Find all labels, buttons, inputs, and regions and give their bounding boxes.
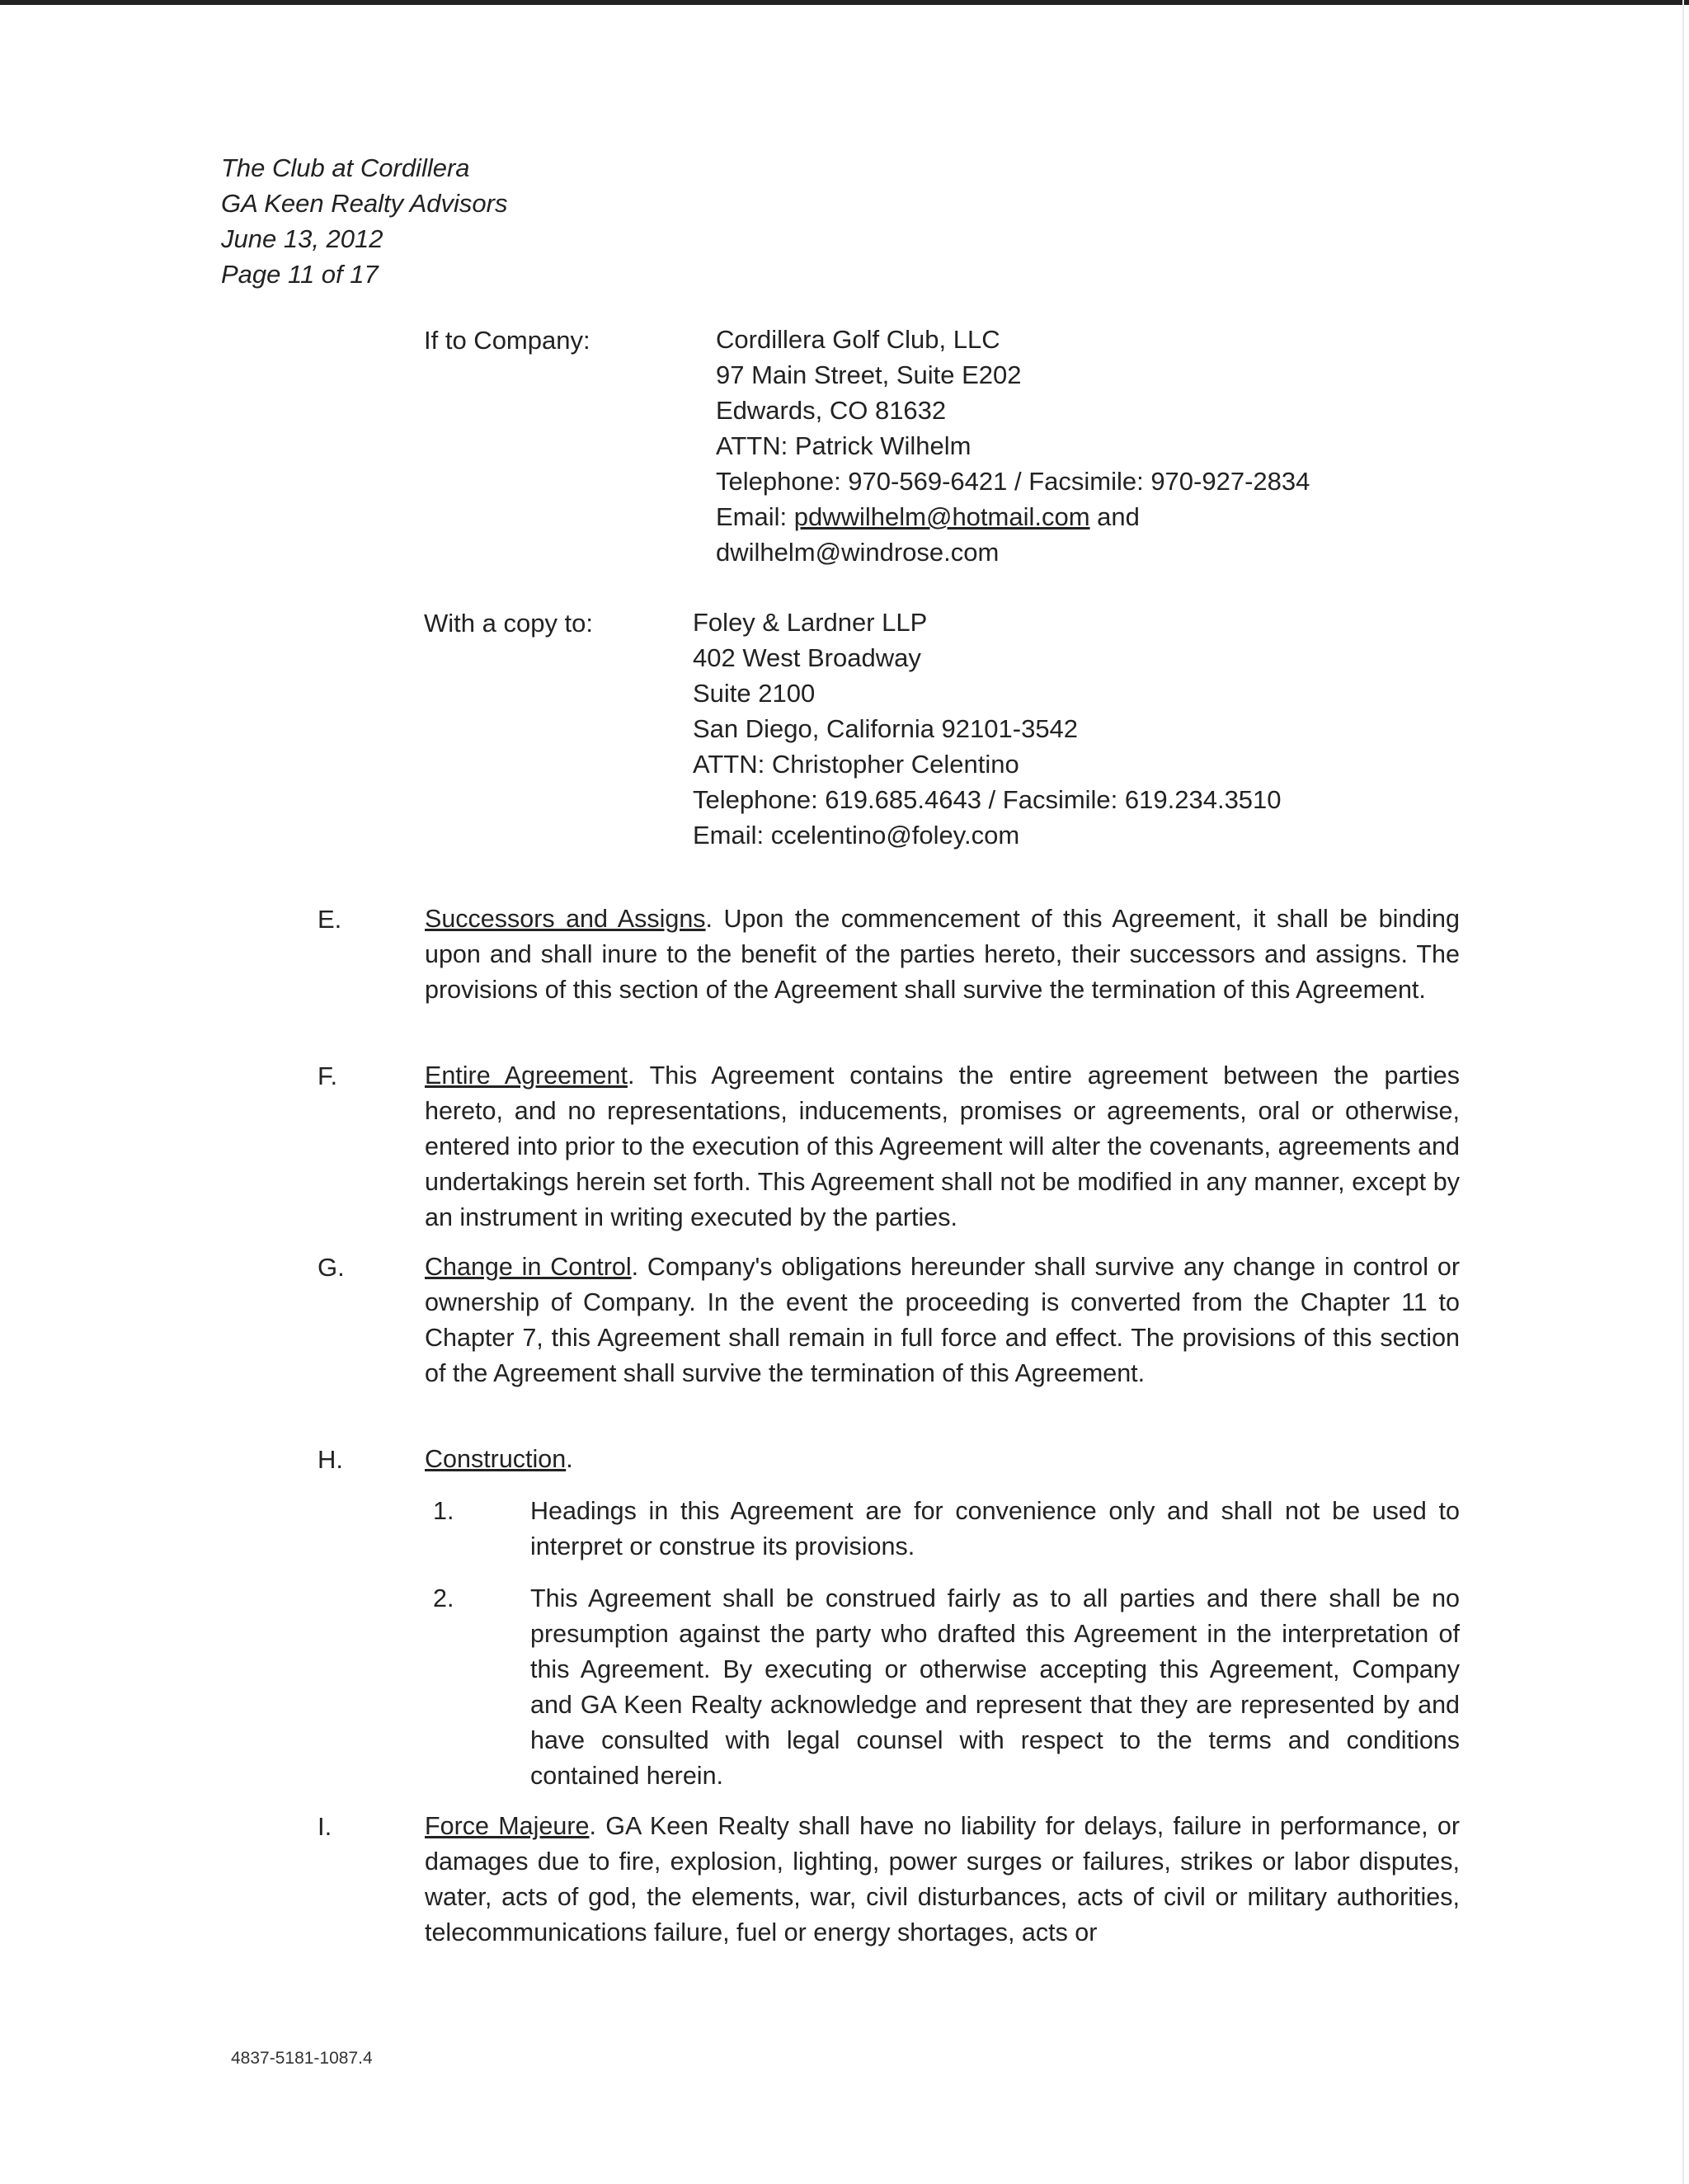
address-line: Foley & Lardner LLP	[693, 608, 928, 637]
address-line: ATTN: Patrick Wilhelm	[716, 431, 972, 460]
header-line-1: The Club at Cordillera	[221, 153, 470, 182]
section-title: Change in Control	[425, 1253, 632, 1281]
section-title: Successors and Assigns	[425, 905, 706, 933]
header-line-3: June 13, 2012	[221, 224, 383, 253]
item-text: This Agreement shall be construed fairly as to all parties and there shall be no presumption against the party who drafted this Agreement in the interpretation of this Agreement. By executing or otherwise accepting this Agreement, Company and GA Keen Realty acknowledge and represent that they are represented by and have consulted with legal counsel with respect to the terms and conditions contained herein.	[530, 1584, 1460, 1790]
email-prefix: Email:	[716, 502, 794, 531]
header-line-2: GA Keen Realty Advisors	[221, 189, 508, 218]
section-body	[425, 1442, 1460, 1477]
section-title: Force Majeure	[425, 1812, 590, 1840]
address-line: Telephone: 970-569-6421 / Facsimile: 970-927-2834	[716, 467, 1310, 496]
address-line: San Diego, California 92101-3542	[693, 714, 1079, 743]
item-text: Headings in this Agreement are for convenience only and shall not be used to interpret or construe its provisions.	[530, 1497, 1460, 1560]
address-line: ATTN: Christopher Celentino	[693, 750, 1019, 779]
address-line: Edwards, CO 81632	[716, 396, 947, 425]
section-letter: G.	[318, 1253, 345, 1282]
section-title: Entire Agreement	[425, 1061, 628, 1090]
section-text: .	[566, 1445, 573, 1473]
address-line: 97 Main Street, Suite E202	[716, 360, 1022, 389]
section-body	[425, 901, 1460, 1008]
item-number: 1.	[433, 1497, 454, 1525]
section-text: . Upon the commencement of this Agreement, it shall be binding upon and shall inure to the benefit of the parties hereto, their successors and assigns. The provisions of this section of the Agreement shall survive the termination of this Agreement.	[425, 905, 1460, 1004]
address-line: Suite 2100	[693, 679, 816, 708]
section-text: . This Agreement contains the entire agreement between the parties hereto, and no representations, inducements, promises or agreements, oral or otherwise, entered into prior to the execution of this Agreement will alter the covenants, agreements and undertakings herein set forth. This Agreement shall not be modified in any manner, except by an instrument in writing executed by the parties.	[425, 1061, 1460, 1231]
header-line-4: Page 11 of 17	[221, 260, 379, 289]
section-letter: E.	[318, 905, 342, 934]
section-letter: I.	[318, 1812, 332, 1841]
section-title: Construction	[425, 1445, 567, 1473]
page-header	[221, 150, 507, 292]
address-line: Cordillera Golf Club, LLC	[716, 325, 1000, 354]
scan-top-border	[0, 0, 1689, 5]
email-line	[716, 499, 1310, 534]
notice-copy-label: With a copy to:	[424, 609, 594, 638]
section-letter: F.	[318, 1061, 338, 1090]
notice-copy-address	[693, 605, 1282, 853]
address-line: Telephone: 619.685.4643 / Facsimile: 619.234.3510	[693, 785, 1282, 814]
address-line: Email: ccelentino@foley.com	[693, 821, 1020, 850]
section-letter: H.	[318, 1445, 343, 1474]
section-text: . GA Keen Realty shall have no liability for delays, failure in performance, or damages due to fire, explosion, lighting, power surges or failures, strikes or labor disputes, water, acts of god, the elements, war, civil disturbances, acts of civil or military authorities, telecommunications failure, fuel or energy shortages, acts or	[425, 1812, 1460, 1946]
section-body	[425, 1809, 1460, 1951]
notice-company-address	[716, 322, 1310, 570]
item-number: 2.	[433, 1584, 454, 1612]
section-text: . Company's obligations hereunder shall survive any change in control or ownership of Company. In the event the proceeding is converted from the Chapter 11 to Chapter 7, this Agreement shall remain in full force and effect. The provisions of this section of the Agreement shall survive the termination of this Agreement.	[425, 1253, 1460, 1387]
email-suffix: and	[1089, 502, 1140, 531]
section-body	[425, 1058, 1460, 1236]
section-body	[425, 1250, 1460, 1391]
email-link[interactable]: pdwwilhelm@hotmail.com	[793, 502, 1090, 531]
scan-right-edge	[1682, 0, 1684, 2184]
address-line: 402 West Broadway	[693, 643, 921, 672]
email-line-2: dwilhelm@windrose.com	[716, 538, 1000, 567]
notice-company-label: If to Company:	[424, 326, 590, 355]
document-id: 4837-5181-1087.4	[231, 2049, 373, 2068]
